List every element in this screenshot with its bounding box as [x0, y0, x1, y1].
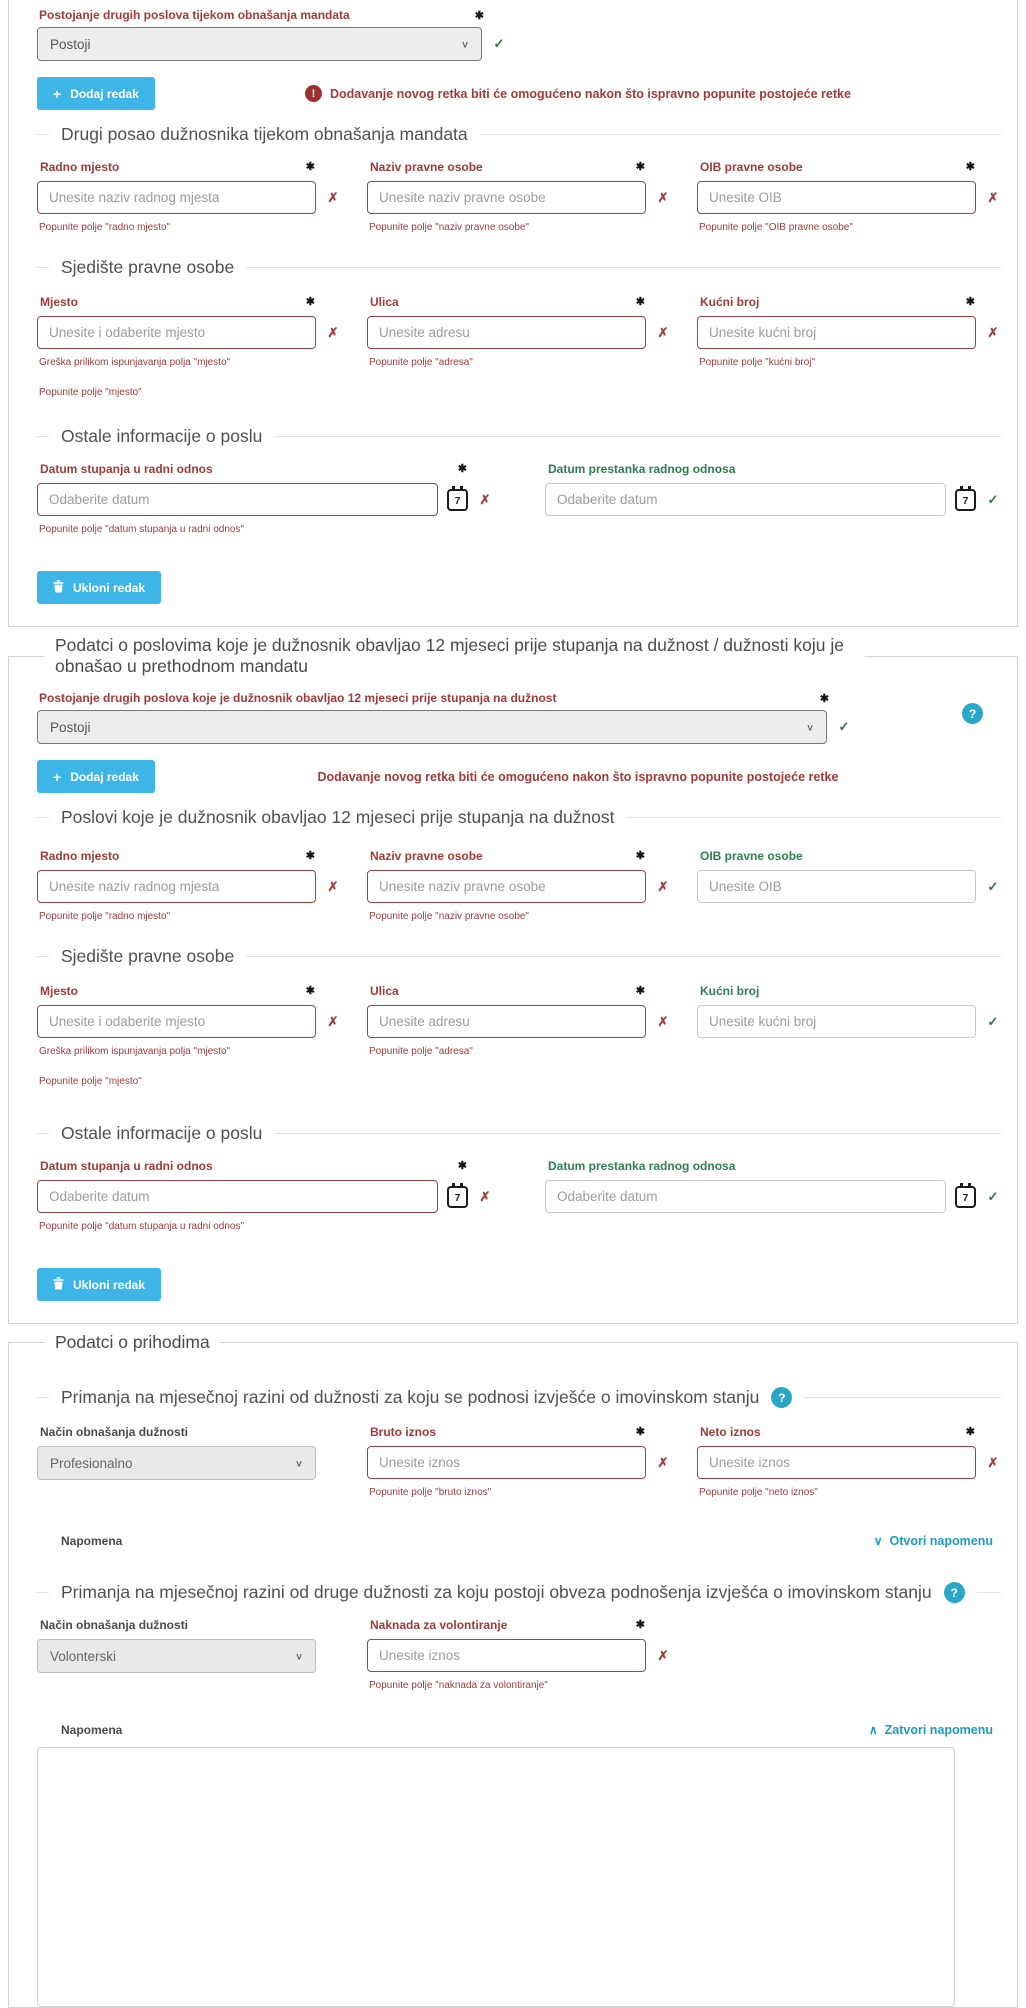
invalid-x-icon: ✗: [327, 1013, 339, 1029]
invalid-x-icon: ✗: [657, 1013, 669, 1029]
gross-amount-input[interactable]: [367, 1446, 646, 1479]
subsection-income-current-duty-legend: Primanja na mjesečnoj razini od dužnosti za koju se podnosi izvješće o imovinskom stanju ?: [49, 1387, 804, 1408]
subsection-job: [37, 807, 1001, 922]
field-label: Datum stupanja u radni odnos: [40, 461, 213, 476]
subsection-income-other-duty-legend: Primanja na mjesečnoj razini od druge dužnosti za koju postoji obveza podnošenja izvješća o imovinskom stanju ?: [49, 1582, 977, 1603]
field-ulica: [367, 294, 671, 398]
field-error-helper: Popunite polje "naknada za volontiranje": [369, 1680, 548, 1691]
calendar-icon[interactable]: 7: [447, 1186, 468, 1208]
field-label: Datum prestanka radnog odnosa: [548, 1158, 736, 1173]
calendar-icon[interactable]: 7: [955, 489, 976, 511]
existence-label-row: [39, 8, 484, 22]
field-label: Neto iznos: [700, 1424, 761, 1439]
invalid-x-icon: ✗: [327, 189, 339, 205]
section-income: [8, 1332, 1018, 2008]
field-error-helper: Popunite polje "OIB pravne osobe": [699, 222, 853, 233]
field-error-helper: Popunite polje "radno mjesto": [39, 222, 171, 233]
city-input[interactable]: [37, 1005, 316, 1038]
invalid-x-icon: ✗: [479, 1188, 491, 1204]
field-radno-mjesto: [37, 848, 341, 922]
note-toggle-close-link[interactable]: ∧ Zatvori napomenu: [868, 1723, 993, 1737]
field-naziv-pravne-osobe: [367, 848, 671, 922]
subsection-other-info-legend: Ostale informacije o poslu: [61, 426, 263, 446]
field-error-helper: Popunite polje "mjesto": [39, 1076, 142, 1087]
required-asterisk: ✱: [305, 296, 315, 308]
chevron-down-icon: ∨: [805, 722, 814, 733]
valid-check-icon: ✓: [987, 491, 999, 507]
field-error-helper: Popunite polje "naziv pravne osobe": [369, 911, 529, 922]
valid-check-icon: ✓: [838, 719, 850, 734]
field-mjesto: [37, 983, 341, 1087]
remove-row-label: Ukloni redak: [73, 1277, 146, 1292]
field-error-helper: Popunite polje "neto iznos": [699, 1487, 818, 1498]
add-row-button[interactable]: [37, 760, 155, 793]
valid-check-icon: ✓: [987, 1013, 999, 1029]
plus-icon: +: [53, 768, 62, 785]
existence-label: Postojanje drugih poslova tijekom obnašanja mandata: [39, 8, 350, 22]
help-icon[interactable]: ?: [944, 1582, 965, 1603]
help-icon[interactable]: ?: [771, 1387, 792, 1408]
remove-row-button[interactable]: [37, 571, 161, 604]
invalid-x-icon: ✗: [327, 324, 339, 340]
field-nacin-obnasanja: [37, 1617, 341, 1691]
field-label: Naziv pravne osobe: [370, 159, 483, 174]
note-label: Napomena: [61, 1534, 123, 1548]
field-naziv-pravne-osobe: [367, 159, 671, 233]
field-ulica: [367, 983, 671, 1087]
subsection-job-legend: Drugi posao dužnosnika tijekom obnašanja mandata: [61, 124, 468, 144]
invalid-x-icon: ✗: [657, 1454, 669, 1470]
add-row-label: Dodaj redak: [70, 769, 139, 784]
valid-check-icon: ✓: [987, 878, 999, 894]
field-label: Datum stupanja u radni odnos: [40, 1158, 213, 1173]
required-asterisk: ✱: [474, 9, 484, 22]
invalid-x-icon: ✗: [987, 1454, 999, 1470]
field-error-helper: Popunite polje "adresa": [369, 1046, 473, 1057]
net-amount-input[interactable]: [697, 1446, 976, 1479]
required-asterisk: ✱: [635, 850, 645, 862]
field-label: Naknada za volontiranje: [370, 1617, 508, 1632]
required-asterisk: ✱: [457, 463, 467, 475]
oib-input[interactable]: [697, 870, 976, 903]
house-number-input[interactable]: [697, 1005, 976, 1038]
legal-entity-name-input[interactable]: [367, 181, 646, 214]
field-label: Kućni broj: [700, 294, 760, 309]
chevron-down-icon: ∨: [294, 1651, 303, 1662]
trash-icon: [53, 580, 64, 596]
required-asterisk: ✱: [305, 850, 315, 862]
street-input[interactable]: [367, 316, 646, 349]
note-toggle-open-link[interactable]: ∨ Otvori napomenu: [873, 1534, 993, 1548]
field-bruto-iznos: [367, 1424, 671, 1498]
field-error-helper: Greška prilikom ispunjavanja polja "mjesto": [39, 1046, 231, 1057]
field-nacin-obnasanja: [37, 1424, 341, 1498]
required-asterisk: ✱: [635, 985, 645, 997]
subsection-other-info-legend: Ostale informacije o poslu: [61, 1123, 263, 1143]
add-row-warning: [155, 770, 1001, 784]
chevron-down-icon: ∨: [460, 39, 469, 50]
subsection-income-current-duty: [37, 1387, 1001, 1548]
subsection-seat-legend: Sjedište pravne osobe: [61, 946, 235, 966]
invalid-x-icon: ✗: [327, 878, 339, 894]
chevron-down-icon: ∨: [873, 1534, 883, 1548]
job-position-input[interactable]: [37, 181, 316, 214]
required-asterisk: ✱: [305, 985, 315, 997]
field-error-helper: Popunite polje "naziv pravne osobe": [369, 222, 529, 233]
subsection-job-legend: Poslovi koje je dužnosnik obavljao 12 mjeseci prije stupanja na dužnost: [61, 807, 615, 827]
field-radno-mjesto: [37, 159, 341, 233]
section-prior-jobs-legend: Podatci o poslovima koje je dužnosnik obavljao 12 mjeseci prije stupanja na dužnost / dužnosti koju je obnašao u prethodnom mandatu: [55, 635, 844, 676]
plus-icon: +: [53, 85, 62, 102]
chevron-down-icon: ∨: [294, 1458, 303, 1469]
invalid-x-icon: ✗: [657, 1647, 669, 1663]
trash-icon: [53, 1277, 64, 1293]
note-label: Napomena: [61, 1723, 123, 1737]
field-label: Ulica: [370, 294, 399, 309]
duty-mode-select-value: Volonterski: [50, 1648, 117, 1664]
subsection-other-info: [37, 1123, 1001, 1232]
warning-icon: !: [305, 85, 322, 102]
required-asterisk: ✱: [457, 1160, 467, 1172]
existence-select-value: Postoji: [50, 36, 91, 52]
field-label: Kućni broj: [700, 983, 760, 998]
invalid-x-icon: ✗: [987, 324, 999, 340]
remove-row-button[interactable]: [37, 1268, 161, 1301]
required-asterisk: ✱: [965, 296, 975, 308]
employment-end-date-input[interactable]: [545, 1180, 946, 1213]
chevron-up-icon: ∧: [868, 1723, 878, 1737]
warning-text: Dodavanje novog retka biti će omogućeno nakon što ispravno popunite postojeće retke: [329, 86, 851, 101]
existence-label: Postojanje drugih poslova koje je dužnosnik obavljao 12 mjeseci prije stupanja na dužnost: [39, 691, 557, 705]
legal-entity-name-input[interactable]: [367, 870, 646, 903]
required-asterisk: ✱: [819, 692, 829, 705]
existence-select[interactable]: [37, 27, 482, 61]
subsection-job: [37, 124, 1001, 233]
duty-mode-select[interactable]: [37, 1639, 316, 1673]
existence-select-value: Postoji: [50, 719, 91, 735]
remove-row-label: Ukloni redak: [73, 580, 146, 595]
field-datum-prestanka: [545, 1158, 1001, 1232]
job-position-input[interactable]: [37, 870, 316, 903]
required-asterisk: ✱: [635, 296, 645, 308]
add-row-button[interactable]: [37, 77, 155, 110]
help-icon[interactable]: ?: [962, 703, 983, 724]
subsection-seat: [37, 946, 1001, 1087]
duty-mode-select[interactable]: [37, 1446, 316, 1480]
section-mandate-jobs: [8, 0, 1018, 627]
field-oib-pravne-osobe: [697, 159, 1001, 233]
invalid-x-icon: ✗: [657, 189, 669, 205]
field-label: Mjesto: [40, 294, 79, 309]
field-datum-prestanka: [545, 461, 1001, 535]
required-asterisk: ✱: [965, 161, 975, 173]
subsection-seat: [37, 257, 1001, 398]
field-label: Ulica: [370, 983, 399, 998]
subsection-income-other-duty: [37, 1582, 1001, 2007]
field-label: Radno mjesto: [40, 848, 120, 863]
employment-end-date-input[interactable]: [545, 483, 946, 516]
field-error-helper: Popunite polje "mjesto": [39, 387, 142, 398]
house-number-input[interactable]: [697, 316, 976, 349]
field-label: Način obnašanja dužnosti: [40, 1424, 189, 1439]
required-asterisk: ✱: [965, 1426, 975, 1438]
field-error-helper: Popunite polje "bruto iznos": [369, 1487, 492, 1498]
field-error-helper: Popunite polje "radno mjesto": [39, 911, 171, 922]
city-input[interactable]: [37, 316, 316, 349]
invalid-x-icon: ✗: [657, 878, 669, 894]
section-income-legend: Podatci o prihodima: [55, 1332, 210, 1352]
invalid-x-icon: ✗: [987, 189, 999, 205]
valid-check-icon: ✓: [493, 36, 505, 51]
add-row-label: Dodaj redak: [70, 86, 139, 101]
invalid-x-icon: ✗: [479, 491, 491, 507]
required-asterisk: ✱: [635, 1426, 645, 1438]
subsection-seat-legend: Sjedište pravne osobe: [61, 257, 235, 277]
section-prior-jobs: [8, 635, 1018, 1324]
warning-text: Dodavanje novog retka biti će omogućeno nakon što ispravno popunite postojeće retke: [317, 769, 839, 784]
subsection-other-info: [37, 426, 1001, 535]
field-label: Datum prestanka radnog odnosa: [548, 461, 736, 476]
invalid-x-icon: ✗: [657, 324, 669, 340]
calendar-icon[interactable]: 7: [955, 1186, 976, 1208]
field-neto-iznos: [697, 1424, 1001, 1498]
existence-select[interactable]: [37, 710, 827, 744]
field-label: OIB pravne osobe: [700, 159, 803, 174]
field-label: Način obnašanja dužnosti: [40, 1617, 189, 1632]
field-mjesto: [37, 294, 341, 398]
field-datum-stupanja: [37, 1158, 493, 1232]
volunteer-fee-input[interactable]: [367, 1639, 646, 1672]
field-kucni-broj: [697, 294, 1001, 398]
employment-start-date-input[interactable]: [37, 1180, 438, 1213]
field-label: Bruto iznos: [370, 1424, 436, 1439]
required-asterisk: ✱: [635, 161, 645, 173]
street-input[interactable]: [367, 1005, 646, 1038]
field-label: Radno mjesto: [40, 159, 120, 174]
required-asterisk: ✱: [635, 1619, 645, 1631]
note-textarea[interactable]: [37, 1747, 955, 2007]
field-oib-pravne-osobe: [697, 848, 1001, 922]
field-error-helper: Greška prilikom ispunjavanja polja "mjesto": [39, 357, 231, 368]
duty-mode-select-value: Profesionalno: [50, 1455, 133, 1471]
field-kucni-broj: [697, 983, 1001, 1087]
add-row-warning: [155, 85, 1001, 102]
field-label: OIB pravne osobe: [700, 848, 803, 863]
field-error-helper: Popunite polje "kućni broj": [699, 357, 816, 368]
field-error-helper: Popunite polje "datum stupanja u radni odnos": [39, 524, 245, 535]
calendar-icon[interactable]: 7: [447, 489, 468, 511]
required-asterisk: ✱: [305, 161, 315, 173]
field-error-helper: Popunite polje "adresa": [369, 357, 473, 368]
oib-input[interactable]: [697, 181, 976, 214]
valid-check-icon: ✓: [987, 1188, 999, 1204]
field-label: Mjesto: [40, 983, 79, 998]
field-naknada-za-volontiranje: [367, 1617, 671, 1691]
existence-label-row: [39, 691, 829, 705]
field-label: Naziv pravne osobe: [370, 848, 483, 863]
field-error-helper: Popunite polje "datum stupanja u radni odnos": [39, 1221, 245, 1232]
employment-start-date-input[interactable]: [37, 483, 438, 516]
field-datum-stupanja: [37, 461, 493, 535]
